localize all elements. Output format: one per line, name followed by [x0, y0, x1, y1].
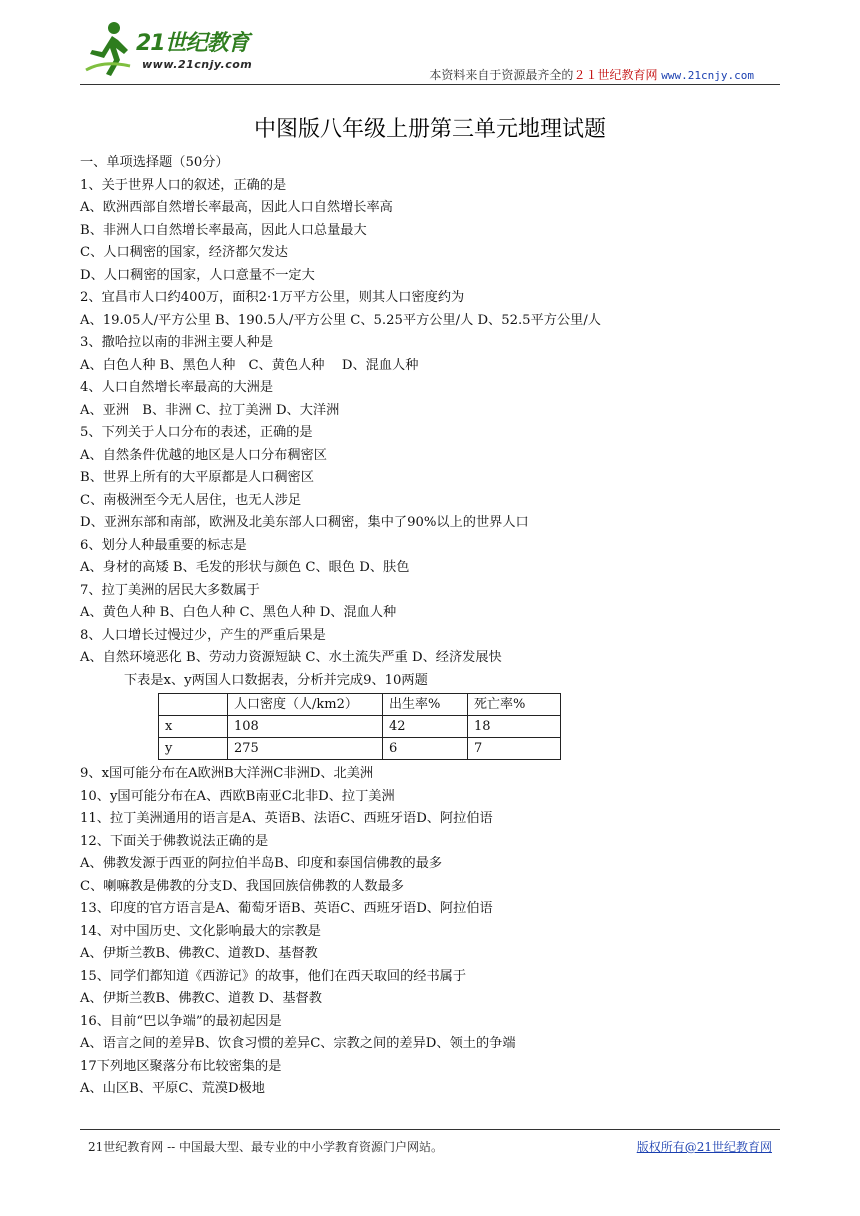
text-line: 16、目前“巴以争端”的最初起因是: [80, 1013, 282, 1029]
text-line: B、非洲人口自然增长率最高，因此人口总量最大: [80, 222, 367, 238]
text-line: 1、关于世界人口的叙述，正确的是: [80, 177, 287, 193]
text-line: 2、宜昌市人口约400万，面积2·1万平方公里，则其人口密度约为: [80, 290, 465, 305]
text-line: 8、人口增长过慢过少，产生的严重后果是: [80, 627, 326, 643]
table-row: [159, 716, 561, 738]
table-cell: 42: [383, 716, 468, 738]
running-figure-icon: [84, 20, 132, 78]
text-line: A、自然环境恶化 B、劳动力资源短缺 C、水土流失严重 D、经济发展快: [80, 650, 502, 665]
document-title: 中图版八年级上册第三单元地理试题: [253, 117, 606, 142]
text-line: 14、对中国历史、文化影响最大的宗教是: [80, 923, 321, 939]
header-divider: [80, 84, 780, 85]
text-line: A、自然条件优越的地区是人口分布稠密区: [80, 447, 327, 463]
text-line: 17下列地区聚落分布比较密集的是: [80, 1058, 282, 1074]
text-line: A、佛教发源于西亚的阿拉伯半岛B、印度和泰国信佛教的最多: [80, 856, 443, 871]
page-header: [80, 14, 780, 84]
source-site-link[interactable]: ２１世纪教育网: [573, 68, 658, 82]
table-header-cell: [159, 694, 228, 716]
table-header-row: [159, 694, 561, 716]
table-header-cell: 人口密度（人/km2）: [228, 694, 383, 716]
text-line: 一、单项选择题（50分）: [80, 155, 229, 170]
text-line: C、南极洲至今无人居住，也无人涉足: [80, 492, 302, 508]
text-line: D、人口稠密的国家，人口意量不一定大: [80, 267, 315, 283]
text-line: A、伊斯兰教B、佛教C、道教D、基督教: [80, 946, 318, 961]
text-line: 10、y国可能分布在A、西欧B南亚C北非D、拉丁美洲: [80, 788, 395, 804]
table-cell: 275: [228, 738, 383, 760]
copyright-link[interactable]: 版权所有@21世纪教育网: [636, 1140, 772, 1154]
table-cell: x: [159, 716, 228, 738]
questions-part-1: [80, 152, 780, 670]
text-line: 12、下面关于佛教说法正确的是: [80, 833, 269, 849]
table-cell: 6: [383, 738, 468, 760]
text-line: A、19.05人/平方公里 B、190.5人/平方公里 C、5.25平方公里/人 D、52.5平方公里/人: [80, 312, 601, 328]
text-line: 11、拉丁美洲通用的语言是A、英语B、法语C、西班牙语D、阿拉伯语: [80, 811, 493, 826]
text-line: 13、印度的官方语言是A、葡萄牙语B、英语C、西班牙语D、阿拉伯语: [80, 901, 493, 916]
text-line: A、亚洲 B、非洲 C、拉丁美洲 D、大洋洲: [80, 402, 340, 418]
text-line: 4、人口自然增长率最高的大洲是: [80, 380, 274, 395]
text-line: 6、划分人种最重要的标志是: [80, 537, 247, 553]
table-cell: 108: [228, 716, 383, 738]
table-intro: 下表是x、y两国人口数据表，分析并完成9、10两题: [124, 672, 428, 688]
site-logo[interactable]: [80, 18, 290, 84]
table-header-cell: 出生率%: [383, 694, 468, 716]
table-cell: 7: [468, 738, 561, 760]
population-data-table: [158, 693, 561, 760]
logo-text: 21世纪教育: [136, 31, 249, 56]
table-cell: 18: [468, 716, 561, 738]
text-line: A、语言之间的差异B、饮食习惯的差异C、宗教之间的差异D、领土的争端: [80, 1036, 516, 1051]
logo-url: www.21cnjy.com: [142, 58, 253, 71]
table-cell: y: [159, 738, 228, 760]
text-line: 9、x国可能分布在A欧洲B大洋洲C非洲D、北美洲: [80, 766, 374, 781]
table-header-cell: 死亡率%: [468, 694, 561, 716]
footer-divider: [80, 1129, 780, 1130]
text-line: C、人口稠密的国家，经济都欠发达: [80, 245, 288, 260]
text-line: A、身材的高矮 B、毛发的形状与颜色 C、眼色 D、肤色: [80, 560, 410, 575]
footer-tagline: 21世纪教育网 -- 中国最大型、最专业的中小学教育资源门户网站。: [88, 1140, 444, 1154]
source-url-link[interactable]: www.21cnjy.com: [661, 69, 754, 82]
questions-part-2: [80, 763, 780, 1101]
text-line: A、白色人种 B、黑色人种 C、黄色人种 D、混血人种: [80, 357, 419, 373]
text-line: A、伊斯兰教B、佛教C、道教 D、基督教: [80, 991, 322, 1006]
text-line: D、亚洲东部和南部，欧洲及北美东部人口稠密，集中了90%以上的世界人口: [80, 515, 529, 530]
text-line: A、黄色人种 B、白色人种 C、黑色人种 D、混血人种: [80, 605, 397, 620]
text-line: A、山区B、平原C、荒漠D极地: [80, 1081, 265, 1096]
table-row: [159, 738, 561, 760]
source-note: [429, 66, 754, 83]
text-line: C、喇嘛教是佛教的分支D、我国回族信佛教的人数最多: [80, 878, 404, 894]
source-prefix: 本资料来自于资源最齐全的: [429, 68, 574, 82]
text-line: B、世界上所有的大平原都是人口稠密区: [80, 470, 314, 485]
document-body: [80, 152, 780, 1101]
text-line: 15、同学们都知道《西游记》的故事，他们在西天取回的经书属于: [80, 968, 467, 984]
text-line: 7、拉丁美洲的居民大多数属于: [80, 582, 260, 598]
text-line: 3、撒哈拉以南的非洲主要人种是: [80, 335, 274, 350]
text-line: 5、下列关于人口分布的表述，正确的是: [80, 425, 313, 440]
text-line: A、欧洲西部自然增长率最高，因此人口自然增长率高: [80, 200, 393, 215]
